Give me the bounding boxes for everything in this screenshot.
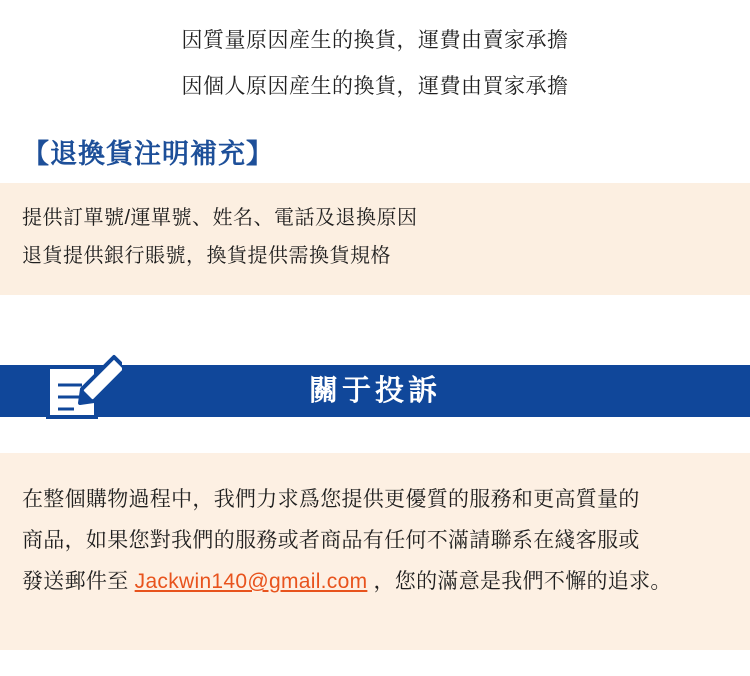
- exchange-note-heading: 【退換貨注明補充】: [22, 139, 274, 169]
- exchange-note-block: [0, 183, 750, 295]
- return-policy-section: [0, 0, 750, 110]
- complaint-body-line-3-prefix: 發送郵件至: [22, 570, 135, 593]
- return-policy-line-2: 因個人原因産生的換貨，運費由買家承擔: [181, 75, 569, 98]
- pencil-edit-icon: [38, 345, 122, 429]
- complaint-banner-title: 關于投訴: [308, 375, 441, 407]
- complaint-banner: [0, 345, 750, 429]
- return-policy-line-1: 因質量原因産生的換貨，運費由賣家承擔: [181, 29, 569, 52]
- exchange-note-line-2: 退貨提供銀行賬號，換貨提供需換貨規格: [22, 245, 391, 267]
- contact-email-link[interactable]: Jackwin140@gmail.com: [134, 570, 368, 593]
- complaint-body-line-3-suffix: ，您的滿意是我們不懈的追求。: [367, 570, 672, 593]
- complaint-body-block: [0, 453, 750, 650]
- complaint-body-line-2: 商品，如果您對我們的服務或者商品有任何不滿請聯系在綫客服或: [22, 529, 640, 552]
- complaint-body-line-3: [22, 561, 730, 602]
- exchange-note-line-1: 提供訂單號/運單號、姓名、電話及退換原因: [22, 207, 418, 229]
- complaint-body-line-1: 在整個購物過程中，我們力求爲您提供更優質的服務和更高質量的: [22, 488, 640, 511]
